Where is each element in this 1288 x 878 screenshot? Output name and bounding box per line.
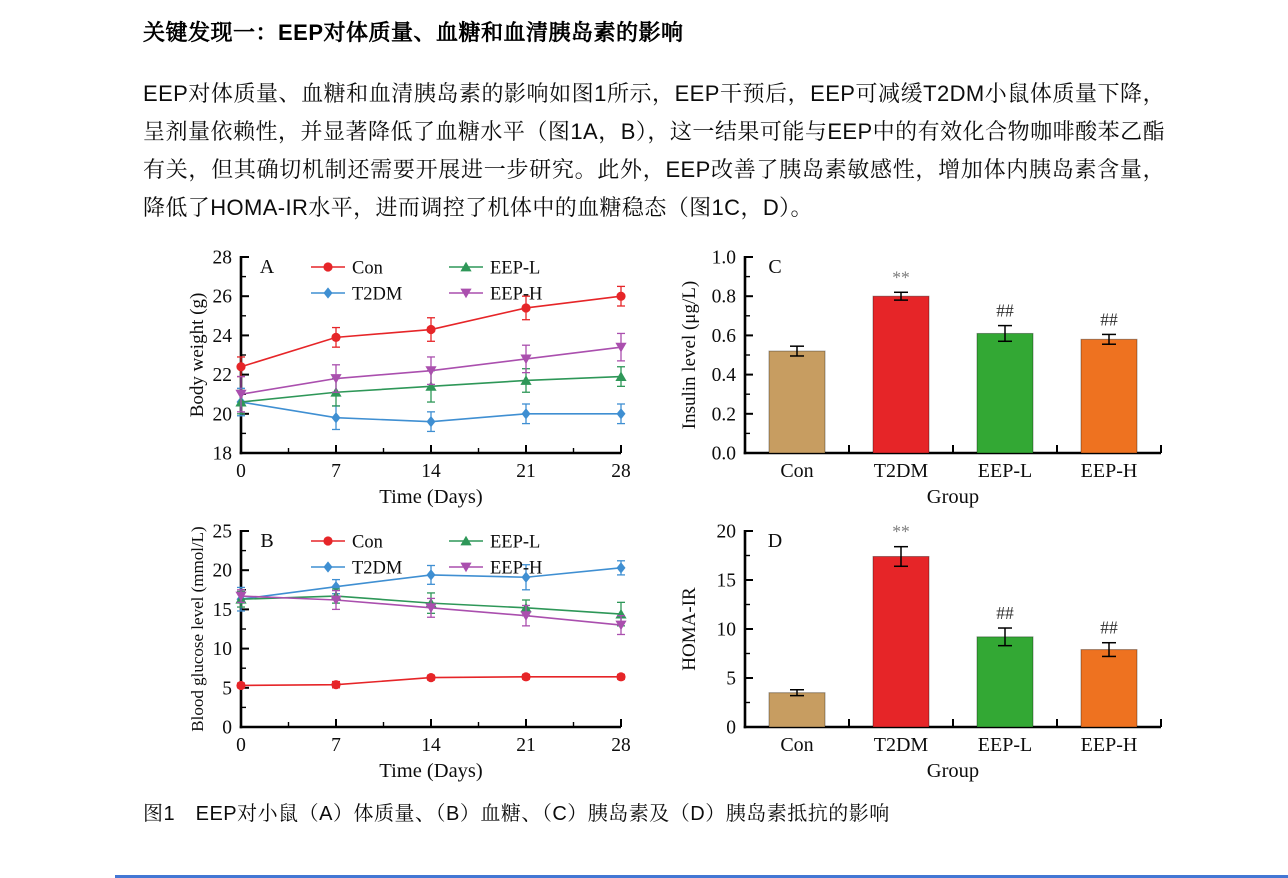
svg-text:C: C (768, 256, 782, 278)
svg-text:Group: Group (926, 760, 980, 782)
svg-text:Group: Group (926, 486, 980, 508)
svg-text:14: 14 (421, 461, 441, 482)
svg-text:0.0: 0.0 (711, 443, 736, 465)
svg-text:20: 20 (212, 404, 232, 426)
figure-caption: 图1 EEP对小鼠（A）体质量、（B）血糖、（C）胰岛素及（D）胰岛素抵抗的影响 (143, 803, 890, 825)
svg-text:21: 21 (516, 461, 536, 482)
section-heading: 关键发现一：EEP对体质量、血糖和血清胰岛素的影响 (143, 20, 684, 45)
svg-text:0: 0 (726, 717, 736, 739)
svg-text:**: ** (892, 267, 910, 288)
svg-text:20: 20 (212, 560, 232, 582)
svg-text:Con: Con (352, 258, 383, 279)
svg-text:##: ## (1100, 309, 1118, 330)
svg-text:5: 5 (222, 678, 232, 700)
svg-text:##: ## (1100, 617, 1118, 638)
svg-text:0: 0 (236, 461, 246, 482)
svg-text:Blood glucose level (mmol/L): Blood glucose level (mmol/L) (188, 526, 207, 732)
svg-text:EEP-L: EEP-L (490, 532, 541, 553)
svg-text:D: D (767, 530, 783, 552)
svg-text:T2DM: T2DM (352, 558, 403, 579)
svg-text:26: 26 (212, 286, 232, 308)
svg-text:0.8: 0.8 (711, 286, 736, 308)
svg-text:##: ## (996, 603, 1014, 624)
svg-text:Insulin level (μg/L): Insulin level (μg/L) (679, 280, 700, 430)
panel-d-homa-ir-chart (675, 519, 1175, 787)
svg-text:EEP-H: EEP-H (490, 284, 543, 305)
svg-text:##: ## (996, 300, 1014, 321)
svg-text:EEP-H: EEP-H (490, 558, 543, 579)
body-paragraph: EEP对体质量、血糖和血清胰岛素的影响如图1所示，EEP干预后，EEP可减缓T2DM小鼠体质量下降，呈剂量依赖性，并显著降低了血糖水平（图1A，B），这一结果可能与EEP中的有效化合物咖啡酸苯乙酯有关，但其确切机制还需要开展进一步研究。此外，EEP改善了胰岛素敏感性，增加体内胰岛素含量，降低了HOMA-IR水平，进而调控了机体中的血糖稳态（图1C，D）。 (143, 81, 1165, 220)
svg-text:14: 14 (421, 735, 441, 756)
svg-text:EEP-L: EEP-L (977, 734, 1033, 756)
svg-text:HOMA-IR: HOMA-IR (679, 587, 700, 671)
svg-text:1.0: 1.0 (711, 247, 736, 269)
svg-text:Con: Con (352, 532, 383, 553)
svg-text:0: 0 (236, 735, 246, 756)
svg-text:EEP-L: EEP-L (490, 258, 541, 279)
svg-text:B: B (260, 530, 274, 552)
svg-text:25: 25 (212, 521, 232, 543)
svg-text:15: 15 (212, 599, 232, 621)
svg-text:EEP-L: EEP-L (977, 460, 1033, 482)
svg-text:10: 10 (716, 619, 736, 641)
svg-text:15: 15 (716, 570, 736, 592)
svg-text:22: 22 (212, 365, 232, 387)
svg-text:18: 18 (212, 443, 232, 465)
panel-c-insulin-chart (675, 245, 1175, 513)
svg-text:Con: Con (780, 734, 814, 756)
svg-text:T2DM: T2DM (873, 734, 929, 756)
svg-text:Time (Days): Time (Days) (379, 760, 483, 782)
svg-text:28: 28 (212, 247, 232, 269)
figure-1 (183, 245, 1165, 787)
article-content (143, 16, 1165, 826)
svg-text:EEP-H: EEP-H (1080, 734, 1138, 756)
svg-text:24: 24 (212, 325, 232, 347)
svg-text:T2DM: T2DM (873, 460, 929, 482)
svg-text:10: 10 (212, 639, 232, 661)
svg-text:5: 5 (726, 668, 736, 690)
svg-text:7: 7 (331, 735, 341, 756)
svg-text:7: 7 (331, 461, 341, 482)
panel-a-body-weight-chart (183, 245, 633, 513)
svg-text:0.2: 0.2 (711, 404, 736, 426)
svg-text:20: 20 (716, 521, 736, 543)
svg-text:0: 0 (222, 717, 232, 739)
svg-text:Con: Con (780, 460, 814, 482)
svg-text:A: A (259, 256, 275, 278)
svg-text:T2DM: T2DM (352, 284, 403, 305)
panel-b-blood-glucose-chart (183, 519, 633, 787)
svg-text:0.4: 0.4 (711, 365, 736, 387)
svg-text:**: ** (892, 521, 910, 542)
svg-text:0.6: 0.6 (711, 325, 736, 347)
svg-text:21: 21 (516, 735, 536, 756)
svg-text:28: 28 (611, 735, 631, 756)
svg-text:Time (Days): Time (Days) (379, 486, 483, 508)
svg-text:28: 28 (611, 461, 631, 482)
svg-text:EEP-H: EEP-H (1080, 460, 1138, 482)
svg-text:Body weight (g): Body weight (g) (187, 292, 208, 418)
